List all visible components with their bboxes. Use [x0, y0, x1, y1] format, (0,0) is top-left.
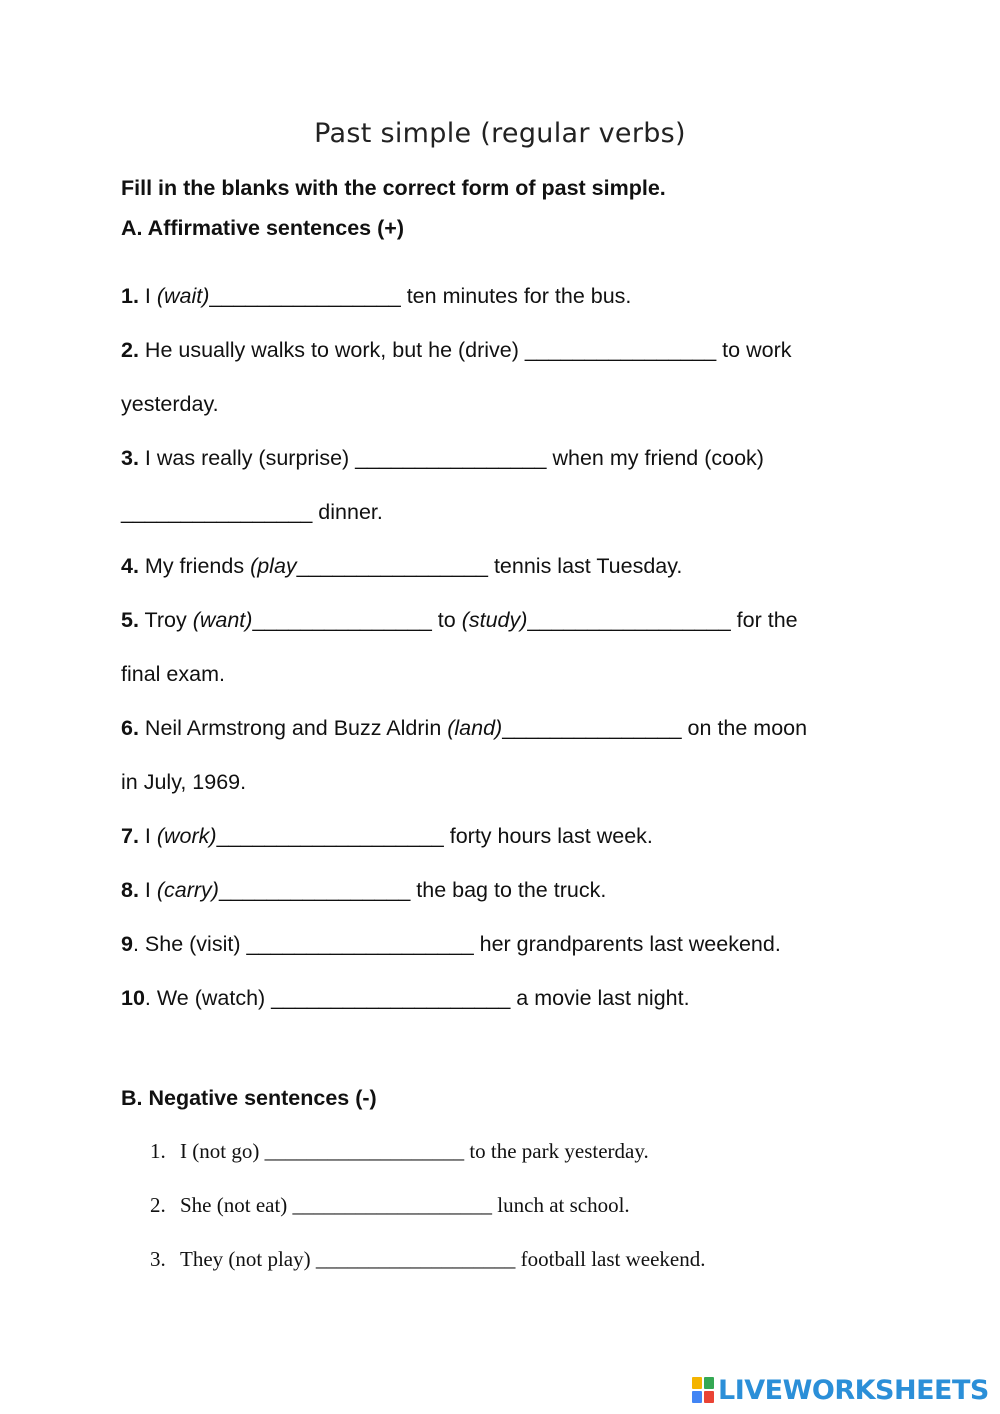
sentence-number: 8. [121, 878, 139, 902]
blank-and-text[interactable]: ________________ the bag to the truck. [218, 878, 607, 902]
verb-hint: (land) [447, 716, 503, 740]
sentence-2 [121, 338, 791, 363]
verb-hint: (play [250, 554, 297, 578]
sentence-text: I [138, 878, 157, 902]
instruction: Fill in the blanks with the correct form of past simple. [121, 176, 666, 200]
verb-hint: (wait) [156, 284, 210, 308]
blank-and-text[interactable]: I (not go) ___________________ to the park yesterday. [180, 1139, 649, 1163]
sentence-number: 9 [121, 932, 133, 956]
section-b-heading: B. Negative sentences (-) [121, 1086, 377, 1110]
sentence-text: yesterday. [121, 392, 219, 416]
blank-and-text[interactable]: She (not eat) ___________________ lunch at school. [180, 1193, 630, 1217]
logo-text: LIVEWORKSHEETS [718, 1374, 989, 1406]
sentence-number: 5. [121, 608, 139, 632]
verb-hint: (study) [461, 608, 528, 632]
sentence-text: in July, 1969. [121, 770, 247, 794]
blank-and-text[interactable]: ________________ dinner. [121, 500, 383, 524]
sentence-text: My friends [138, 554, 251, 578]
item-number: 2. [150, 1193, 166, 1217]
sentence-5 [121, 608, 798, 633]
sentence-text: I [138, 284, 157, 308]
sentence-9 [121, 932, 781, 957]
blank-and-text[interactable]: _______________ to [252, 608, 462, 632]
blank-and-text[interactable]: _________________ for the [527, 608, 798, 632]
verb-hint: (carry) [156, 878, 219, 902]
sentence-6 [121, 716, 807, 741]
sentence-3 [121, 446, 764, 471]
sentence-number: 6. [121, 716, 139, 740]
sentence-number: 3. [121, 446, 139, 470]
sentence-4 [121, 554, 682, 579]
sentence-2-continued [121, 392, 219, 417]
negative-item-3 [150, 1247, 705, 1272]
blank-and-text[interactable]: ___________________ forty hours last week. [216, 824, 653, 848]
sentence-number: 2. [121, 338, 139, 362]
sentence-number: 1. [121, 284, 139, 308]
sentence-7 [121, 824, 653, 849]
sentence-3-continued [121, 500, 383, 525]
blank-and-text[interactable]: ________________ ten minutes for the bus. [209, 284, 632, 308]
sentence-number: 7. [121, 824, 139, 848]
negative-item-2 [150, 1193, 630, 1218]
blank-and-text[interactable]: They (not play) ___________________ football last weekend. [180, 1247, 706, 1271]
section-a-heading: A. Affirmative sentences (+) [121, 216, 404, 240]
liveworksheets-logo-icon [692, 1377, 714, 1403]
sentence-5-continued [121, 662, 225, 687]
item-number: 3. [150, 1247, 166, 1271]
sentence-text: I [138, 824, 157, 848]
verb-hint: (want) [192, 608, 253, 632]
sentence-6-continued [121, 770, 246, 795]
blank-and-text[interactable]: _______________ on the moon [502, 716, 808, 740]
blank-and-text[interactable]: I was really (surprise) ________________ when my friend (cook) [138, 446, 764, 470]
blank-and-text[interactable]: ________________ tennis last Tuesday. [296, 554, 683, 578]
blank-and-text[interactable]: . We (watch) ____________________ a movie last night. [144, 986, 690, 1010]
sentence-1 [121, 284, 631, 309]
page-title: Past simple (regular verbs) [314, 118, 686, 149]
sentence-8 [121, 878, 606, 903]
sentence-text: Troy [138, 608, 193, 632]
sentence-text: Neil Armstrong and Buzz Aldrin [138, 716, 448, 740]
sentence-number: 10 [121, 986, 145, 1010]
item-number: 1. [150, 1139, 166, 1163]
sentence-text: final exam. [121, 662, 225, 686]
negative-item-1 [150, 1139, 649, 1164]
liveworksheets-logo [692, 1374, 989, 1406]
blank-and-text[interactable]: He usually walks to work, but he (drive) ________________ to work [138, 338, 792, 362]
verb-hint: (work) [156, 824, 217, 848]
blank-and-text[interactable]: . She (visit) ___________________ her grandparents last weekend. [132, 932, 781, 956]
sentence-10 [121, 986, 690, 1011]
sentence-number: 4. [121, 554, 139, 578]
